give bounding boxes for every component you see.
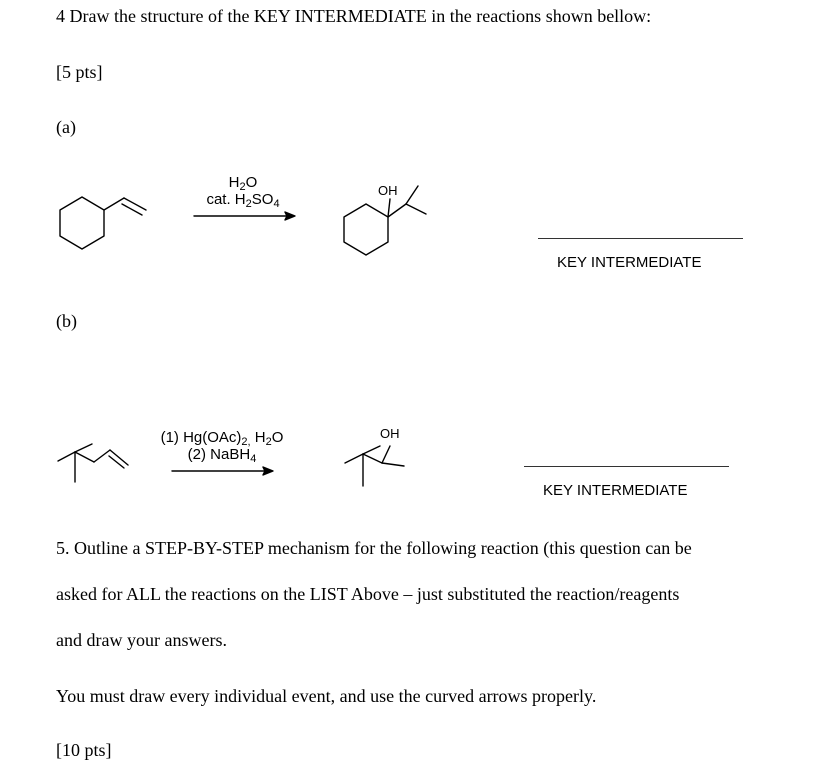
part-a-key-intermediate-label: KEY INTERMEDIATE xyxy=(557,254,702,271)
part-b-product-oh-label: OH xyxy=(380,426,400,441)
part-b-answer-line xyxy=(524,466,729,467)
question-5-line2: asked for ALL the reactions on the LIST Above – just substituted the reaction/reagents xyxy=(56,584,680,604)
question-5-points: [10 pts] xyxy=(56,740,112,760)
part-a-label: (a) xyxy=(56,117,76,137)
question-5-line4: You must draw every individual event, and use the curved arrows properly. xyxy=(56,686,597,706)
part-b-key-intermediate-label: KEY INTERMEDIATE xyxy=(543,482,688,499)
part-a-product-oh-label: OH xyxy=(378,183,398,198)
question-5-line3: and draw your answers. xyxy=(56,630,227,650)
part-a-reagent-line2: cat. $H_2SO_4$ xyxy=(206,191,280,210)
part-b-label: (b) xyxy=(56,311,77,331)
question-5-line1: 5. Outline a STEP-BY-STEP mechanism for the following reaction (this question can be xyxy=(56,538,692,558)
question-4-title: 4 Draw the structure of the KEY INTERMEDIATE in the reactions shown bellow: xyxy=(56,6,652,26)
question-4-points: [5 pts] xyxy=(56,62,103,82)
part-b-reagent-line2: (2) NaBH$_4$ xyxy=(187,446,257,465)
part-a-reagent-line1: $H_2O$ xyxy=(228,174,258,193)
part-b-reagent-line1: (1) $Hg(OAc)_{2,}$ $H_2O$ xyxy=(160,429,284,448)
